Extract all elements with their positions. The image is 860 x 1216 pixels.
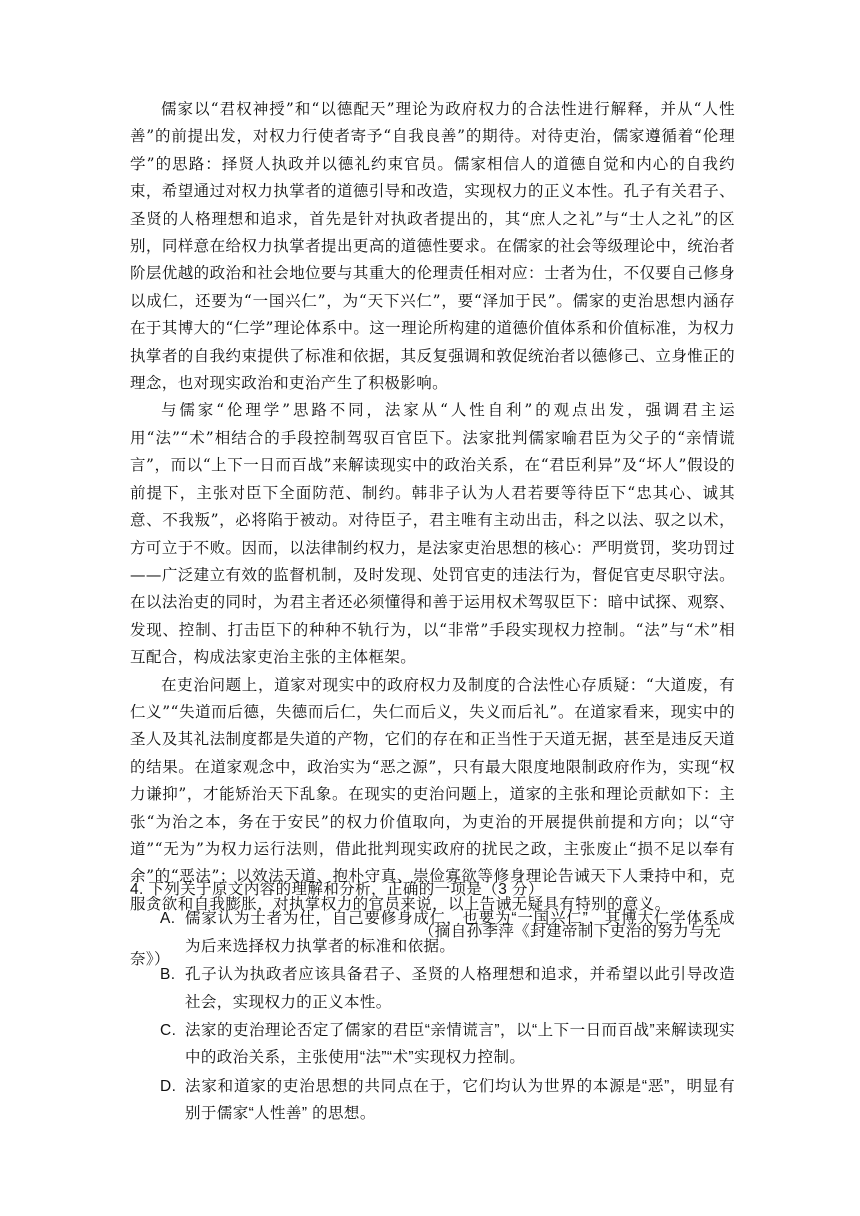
paragraph-daoism: 在吏治问题上，道家对现实中的政府权力及制度的合法性心存质疑：“大道废，有仁义”“失道而后德，失德而后仁，失仁而后义，失义而后礼”。在道家看来，现实中的圣人及其礼法制度都是失道的产物，它们的存在和正当性于天道无据，甚至是违反天道的结果。在道家观念中，政治实为“恶之源”，只有最大限度地限制政府作为，实现“权力谦抑”，才能矫治天下乱象。在现实的吏治问题上，道家的主张和理论贡献如下：主张“为治之本，务在于安民”的权力价值取向，为吏治的开展提供前提和方向；以“守道”“无为”为权力运行法则，借此批判现实政府的扰民之政，主张废止“损不足以奉有余”的“恶法”；以效法天道、抱朴守真、崇俭寡欲等修身理论告诫天下人秉持中和，克服贪欲和自我膨胀，对执掌权力的官员来说，以上告诫无疑具有特别的意义。 bbox=[130, 675, 735, 913]
source-citation-line1: （摘自孙季萍《封建帝制下吏治的努力与无 bbox=[418, 922, 721, 941]
option-a[interactable] bbox=[160, 905, 735, 960]
question-4 bbox=[130, 876, 735, 1129]
option-text: 儒家认为士者为仕，自己要修身成仁，也要为“一国兴仁”，其博大仁学体系成为后来选择权力执掌者的标准和依据。 bbox=[185, 910, 735, 955]
option-letter: B. bbox=[160, 966, 176, 984]
paragraph-confucianism: 儒家以“君权神授”和“以德配天”理论为政府权力的合法性进行解释，并从“人性善”的前提出发，对权力行使者寄予“自我良善”的期待。对待吏治，儒家遵循着“伦理学”的思路：择贤人执政并以德礼约束官员。儒家相信人的道德自觉和内心的自我约束，希望通过对权力执掌者的道德引导和改造，实现权力的正义本性。孔子有关君子、圣贤的人格理想和追求，首先是针对执政者提出的，其“庶人之礼”与“士人之礼”的区别，同样意在给权力执掌者提出更高的道德性要求。在儒家的社会等级理论中，统治者阶层优越的政治和社会地位要与其重大的伦理责任相对应：士者为仕，不仅要自己修身以成仁，还要为“一国兴仁”，为“天下兴仁”，要“泽加于民”。儒家的吏治思想内涵存在于其博大的“仁学”理论体系中。这一理论所构建的道德价值体系和价值标准，为权力执掌者的自我约束提供了标准和依据，其反复强调和敦促统治者以德修己、立身惟正的理念，也对现实政治和吏治产生了积极影响。 bbox=[130, 100, 735, 393]
question-stem: 4. 下列关于原文内容的理解和分析，正确的一项是（3 分） bbox=[130, 881, 544, 898]
source-citation-line2: 奈》） bbox=[130, 949, 170, 968]
option-text: 孔子认为执政者应该具备君子、圣贤的人格理想和追求，并希望以此引导改造社会，实现权力的正义本性。 bbox=[185, 966, 735, 1011]
option-letter: D. bbox=[160, 1077, 177, 1095]
option-text: 法家的吏治理论否定了儒家的君臣“亲情谎言”，以“上下一日而百战”来解读现实中的政治关系，主张使用“法”“术”实现权力控制。 bbox=[185, 1022, 735, 1067]
option-b[interactable] bbox=[160, 961, 735, 1016]
option-d[interactable] bbox=[160, 1073, 735, 1128]
reading-passage bbox=[130, 96, 735, 973]
option-text: 法家和道家的吏治思想的共同点在于，它们均认为世界的本源是“恶”，明显有别于儒家“人性善” 的思想。 bbox=[185, 1077, 735, 1123]
option-letter: A. bbox=[160, 910, 176, 928]
paragraph-legalism: 与儒家“伦理学”思路不同，法家从“人性自利”的观点出发，强调君主运用“法”“术”相结合的手段控制驾驭百官臣下。法家批判儒家喻君臣为父子的“亲情谎言”，而以“上下一日而百战”来解读现实中的政治关系，在“君臣利异”及“坏人”假设的前提下，主张对臣下全面防范、制约。韩非子认为人君若要等待臣下“忠其心、诚其意、不我叛”，必将陷于被动。对待臣子，君主唯有主动出击，科之以法、驭之以术，方可立于不败。因而，以法律制约权力，是法家吏治思想的核心：严明赏罚，奖功罚过——广泛建立有效的监督机制，及时发现、处罚官吏的违法行为，督促官吏尽职守法。在以法治吏的同时，为君主者还必须懂得和善于运用权术驾驭臣下：暗中试探、观察、发现、控制、打击臣下的种种不轨行为，以“非常”手段实现权力控制。“法”与“术”相互配合，构成法家吏治主张的主体框架。 bbox=[130, 401, 735, 667]
option-c[interactable] bbox=[160, 1017, 735, 1072]
option-letter: C. bbox=[160, 1022, 177, 1040]
